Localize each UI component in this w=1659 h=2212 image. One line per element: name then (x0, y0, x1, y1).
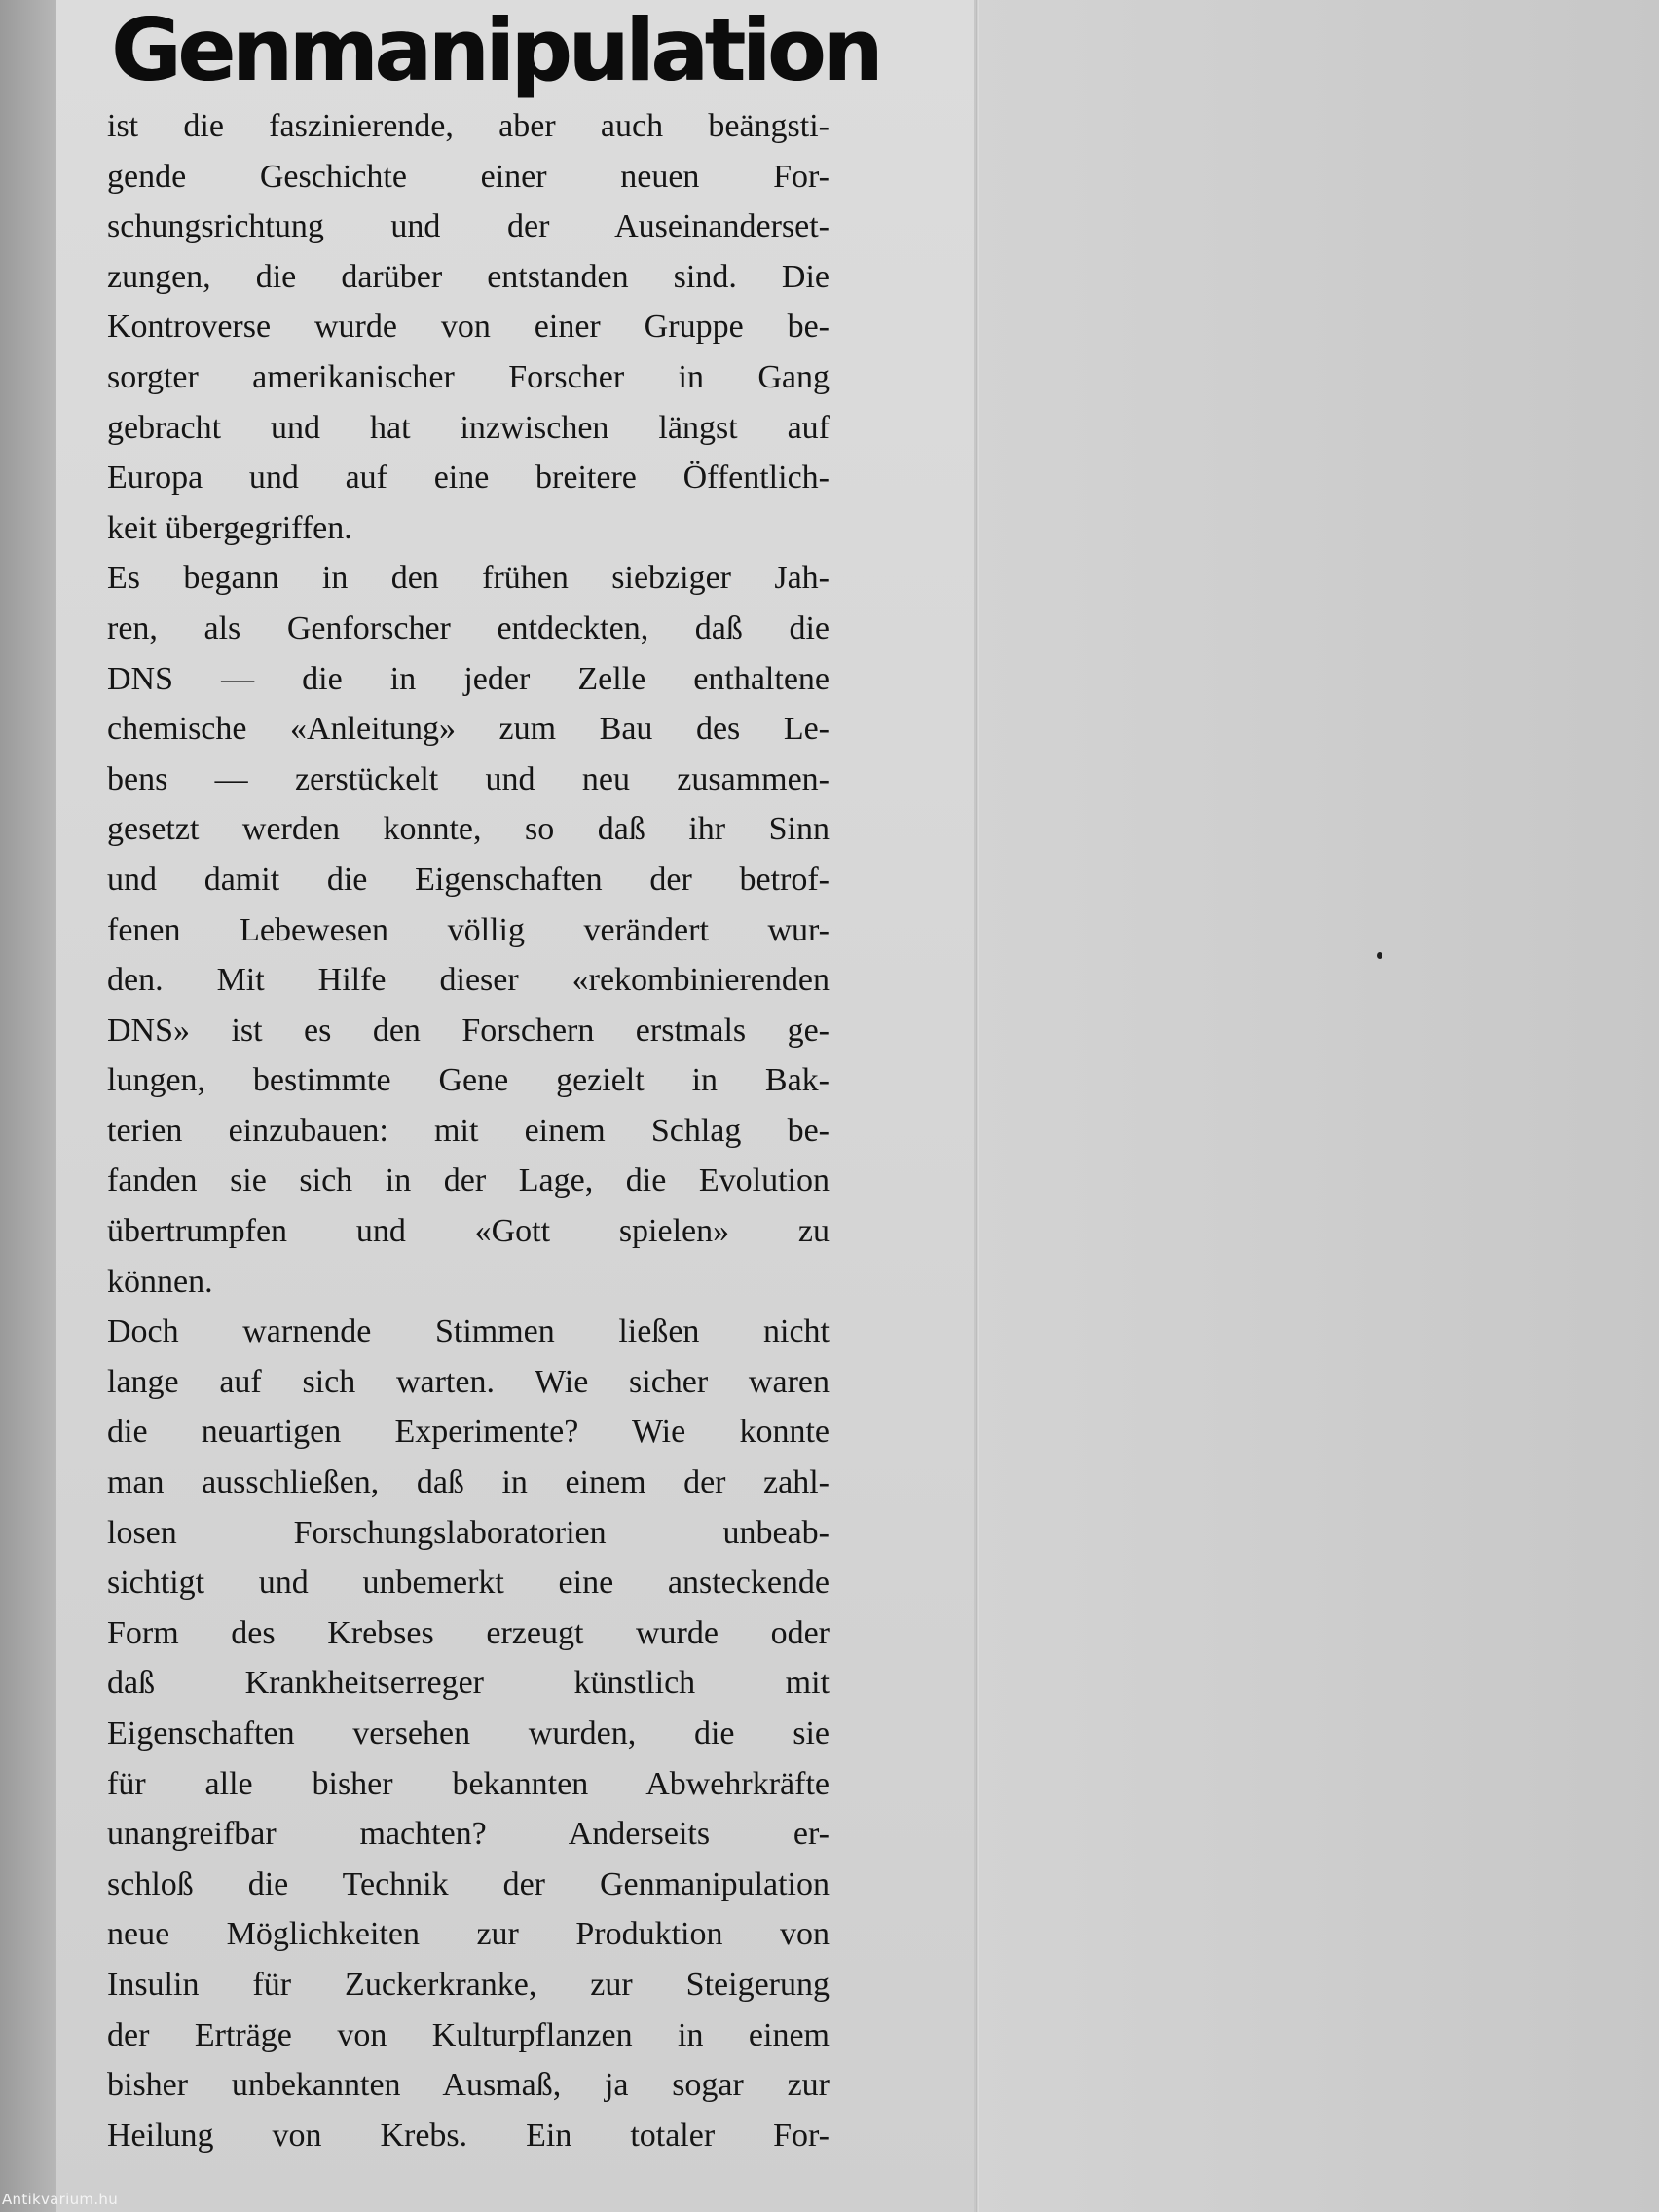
page-title: Genmanipulation (111, 0, 879, 100)
text-line: und damit die Eigenschaften der betrof- (107, 861, 830, 898)
right-blank-flap (976, 0, 1659, 2212)
body-text-block (107, 101, 830, 2160)
text-line: der Erträge von Kulturpflanzen in einem (107, 2016, 830, 2053)
text-line: neue Möglichkeiten zur Produktion von (107, 1916, 830, 1953)
text-line: Kontroverse wurde von einer Gruppe be- (107, 309, 830, 346)
text-line: Europa und auf eine breitere Öffentlich- (107, 460, 830, 497)
text-line: die neuartigen Experimente? Wie konnte (107, 1414, 830, 1451)
text-line: Doch warnende Stimmen ließen nicht (107, 1313, 830, 1350)
text-line: Eigenschaften versehen wurden, die sie (107, 1715, 830, 1751)
text-line: bisher unbekannten Ausmaß, ja sogar zur (107, 2067, 830, 2104)
text-line: ren, als Genforscher entdeckten, daß die (107, 609, 830, 646)
text-line: gebracht und hat inzwischen längst auf (107, 409, 830, 446)
text-line: DNS — die in jeder Zelle enthaltene (107, 660, 830, 697)
text-line: terien einzubauen: mit einem Schlag be- (107, 1112, 830, 1149)
text-line: Insulin für Zuckerkranke, zur Steigerung (107, 1966, 830, 2003)
text-line: ist die faszinierende, aber auch beängsti- (107, 108, 830, 144)
text-line: chemische «Anleitung» zum Bau des Le- (107, 711, 830, 748)
text-line: können. (107, 1263, 213, 1300)
text-line: DNS» ist es den Forschern erstmals ge- (107, 1012, 830, 1049)
text-line: sichtigt und unbemerkt eine ansteckende (107, 1565, 830, 1602)
text-line: bens — zerstückelt und neu zusammen- (107, 760, 830, 797)
flap-crease (976, 0, 979, 2212)
text-line: losen Forschungslaboratorien unbeab- (107, 1514, 830, 1551)
text-line: für alle bisher bekannten Abwehrkräfte (107, 1765, 830, 1802)
text-line: gesetzt werden konnte, so daß ihr Sinn (107, 811, 830, 848)
text-line: übertrumpfen und «Gott spielen» zu (107, 1213, 830, 1250)
text-line: gende Geschichte einer neuen For- (107, 158, 830, 195)
text-line: daß Krankheitserreger künstlich mit (107, 1665, 830, 1702)
text-line: den. Mit Hilfe dieser «rekombinierenden (107, 962, 830, 999)
text-line: zungen, die darüber entstanden sind. Die (107, 258, 830, 295)
text-line: unangreifbar machten? Anderseits er- (107, 1816, 830, 1853)
text-line: man ausschließen, daß in einem der zahl- (107, 1464, 830, 1501)
text-line: lange auf sich warten. Wie sicher waren (107, 1363, 830, 1400)
scan-shadow-edge (0, 0, 60, 2212)
text-line: keit übergegriffen. (107, 509, 352, 546)
watermark-text: Antikvarium.hu (2, 2191, 119, 2208)
dust-speck (1377, 952, 1382, 959)
text-line: schloß die Technik der Genmanipulation (107, 1865, 830, 1902)
text-line: Heilung von Krebs. Ein totaler For- (107, 2117, 830, 2154)
text-line: fanden sie sich in der Lage, die Evolution (107, 1162, 830, 1199)
text-line: schungsrichtung und der Auseinanderset- (107, 208, 830, 245)
text-line: Form des Krebses erzeugt wurde oder (107, 1614, 830, 1651)
text-line: fenen Lebewesen völlig verändert wur- (107, 911, 830, 948)
text-line: lungen, bestimmte Gene gezielt in Bak- (107, 1062, 830, 1099)
text-line: Es begann in den frühen siebziger Jah- (107, 560, 830, 597)
text-line: sorgter amerikanischer Forscher in Gang (107, 358, 830, 395)
